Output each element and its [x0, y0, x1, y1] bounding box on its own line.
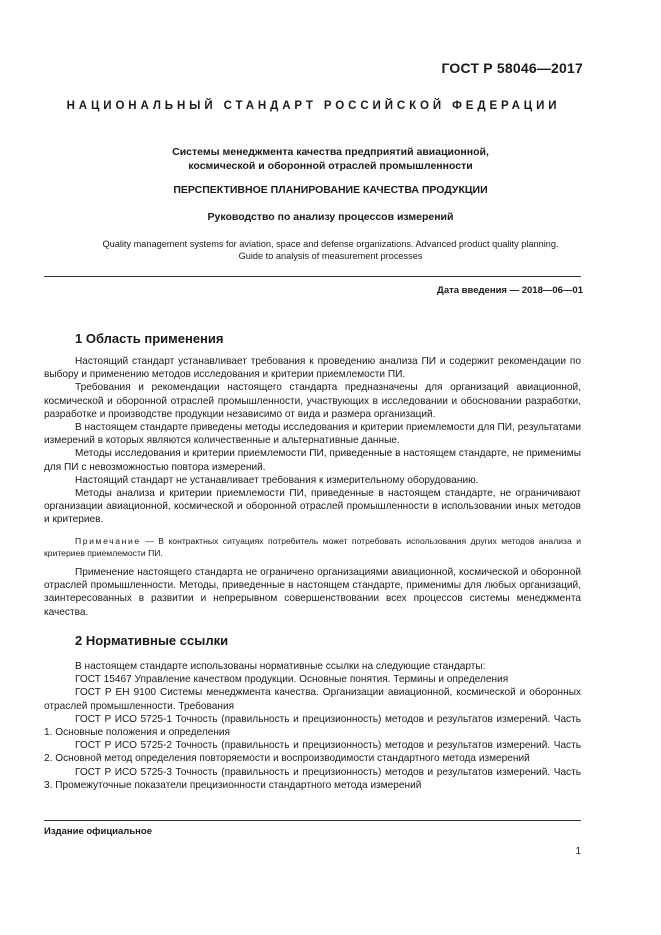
reference-item: ГОСТ Р ЕН 9100 Системы менеджмента качества. Организации авиационной, космической и оборонных отраслей промышленности. Требования	[44, 687, 581, 712]
top-divider	[44, 276, 581, 277]
paragraph: Методы исследования и критерии приемлемости ПИ, приведенные в настоящем стандарте, не применимы для ПИ с невозможностью повтора измерений.	[44, 448, 581, 473]
section-2-heading: 2 Нормативные ссылки	[75, 633, 229, 648]
title-system-lines	[40, 146, 621, 173]
paragraph: Настоящий стандарт устанавливает требования к проведению анализа ПИ и содержит рекомендации по выбору и применению методов исследования и критерии приемлемости ПИ.	[44, 356, 581, 381]
reference-item: ГОСТ Р ИСО 5725-2 Точность (правильность и прецизионность) методов и результатов измерений. Часть 2. Основной метод определения повторяемости и воспроизводимости стандартного метода измерений	[44, 740, 581, 765]
bottom-divider	[44, 820, 581, 821]
note-text: — В контрактных ситуациях потребитель может потребовать использования других методов анализа и критериев приемлемости ПИ.	[44, 536, 581, 558]
note-label: Примечание	[75, 536, 141, 546]
reference-item: ГОСТ Р ИСО 5725-1 Точность (правильность и прецизионность) методов и результатов измерений. Часть 1. Основные положения и определения	[44, 713, 581, 739]
section-1-heading: 1 Область применения	[75, 331, 224, 346]
page-number: 1	[575, 846, 581, 857]
paragraph: Применение настоящего стандарта не ограничено организациями авиационной, космической и оборонной отраслей промышленности. Методы, приведенные в настоящем стандарте, применимы для любых организаций, заинтересованных в развитии и непрерывном совершенствовании всех процессов системы менеджмента качества.	[44, 567, 581, 618]
introduction-date: Дата введения — 2018—06—01	[437, 285, 583, 296]
english-title	[40, 238, 621, 262]
section-2-body	[44, 660, 581, 792]
reference-item: ГОСТ Р ИСО 5725-3 Точность (правильность и прецизионность) методов и результатов измерений. Часть 3. Промежуточные показатели прецизионности стандартного метода измерений	[44, 766, 581, 791]
paragraph: Настоящий стандарт не устанавливает требования к измерительному оборудованию.	[75, 474, 479, 486]
title-line-1: Системы менеджмента качества предприятий авиационной,	[172, 146, 489, 158]
note	[44, 536, 581, 559]
official-edition-label: Издание официальное	[44, 826, 152, 837]
reference-item: ГОСТ 15467 Управление качеством продукции. Основные понятия. Термины и определения	[75, 674, 509, 686]
english-title-line-1: Quality management systems for aviation, space and defense organizations. Advanced product quality planning.	[102, 239, 559, 249]
national-standard-title: НАЦИОНАЛЬНЫЙ СТАНДАРТ РОССИЙСКОЙ ФЕДЕРАЦИИ	[66, 100, 561, 112]
title-line-2: космической и оборонной отраслей промышленности	[188, 159, 473, 172]
main-title: ПЕРСПЕКТИВНОЕ ПЛАНИРОВАНИЕ КАЧЕСТВА ПРОДУКЦИИ	[173, 184, 488, 196]
section-1-after-note	[44, 566, 581, 619]
paragraph: В настоящем стандарте использованы нормативные ссылки на следующие стандарты:	[75, 661, 486, 672]
subtitle: Руководство по анализу процессов измерений	[207, 211, 454, 223]
standard-id: ГОСТ Р 58046—2017	[441, 60, 583, 76]
english-title-line-2: Guide to analysis of measurement processes	[238, 251, 423, 261]
section-1-body	[44, 355, 581, 527]
paragraph: Требования и рекомендации настоящего стандарта предназначены для организаций авиационной, космической и оборонной отраслей промышленности, участвующих в исследовании и обосновании разработки, разработке и производстве продукции независимо от вида и размера организаций.	[44, 382, 581, 420]
paragraph: Методы анализа и критерии приемлемости ПИ, приведенные в настоящем стандарте, не ограничивают организации авиационной, космической и оборонной отраслей промышленности в использовании иных методов и критериев.	[44, 488, 581, 526]
paragraph: В настоящем стандарте приведены методы исследования и критерии приемлемости для ПИ, результатами измерений в которых являются количественные и альтернативные данные.	[44, 422, 581, 447]
